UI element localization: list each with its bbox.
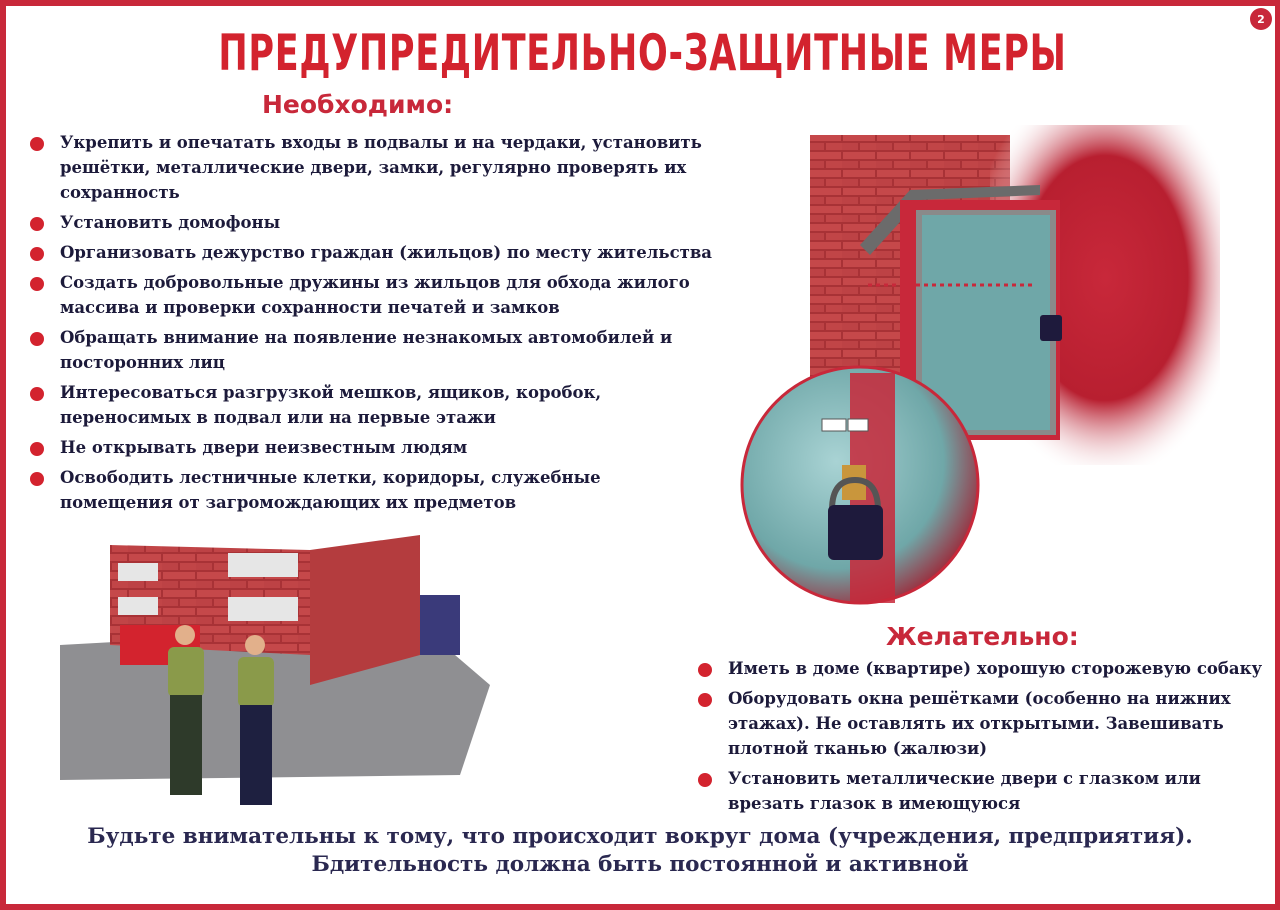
bullet-icon (30, 277, 44, 291)
bullet-icon (30, 387, 44, 401)
bullet-icon (698, 773, 712, 787)
door-illustration (740, 115, 1220, 610)
bullet-icon (30, 332, 44, 346)
list-item: Обращать внимание на появление незнакомых автомобилей и посторонних лиц (30, 325, 715, 375)
footer-line-1: Будьте внимательны к тому, что происходит вокруг дома (учреждения, предприятия). (87, 824, 1193, 849)
bullet-icon (698, 663, 712, 677)
list-item: Организовать дежурство граждан (жильцов) по месту жительства (30, 240, 715, 265)
list-item: Интересоваться разгрузкой мешков, ящиков, коробок, переносимых в подвал или на первые этажи (30, 380, 715, 430)
desirable-list (698, 656, 1263, 821)
list-item: Установить металлические двери с глазком или врезать глазок в имеющуюся (698, 766, 1263, 816)
page-title: ПРЕДУПРЕДИТЕЛЬНО-ЗАЩИТНЫЕ МЕРЫ (218, 24, 1067, 82)
required-list (30, 130, 715, 520)
building-guards-illustration (60, 535, 490, 820)
list-item: Не открывать двери неизвестным людям (30, 435, 715, 460)
list-item: Укрепить и опечатать входы в подвалы и на чердаки, установить решётки, металлические двери, замки, регулярно проверять их сохранность (30, 130, 715, 205)
page-number-badge: 2 (1250, 8, 1272, 30)
list-item: Создать добровольные дружины из жильцов для обхода жилого массива и проверки сохранности печатей и замков (30, 270, 715, 320)
bullet-icon (30, 217, 44, 231)
footer-line-2: Бдительность должна быть постоянной и активной (311, 852, 969, 877)
bullet-icon (30, 137, 44, 151)
bullet-icon (30, 472, 44, 486)
desirable-heading: Желательно: (886, 622, 1079, 651)
list-item: Освободить лестничные клетки, коридоры, служебные помещения от загромождающих их предметов (30, 465, 715, 515)
list-item: Оборудовать окна решётками (особенно на нижних этажах). Не оставлять их открытыми. Завешивать плотной тканью (жалюзи) (698, 686, 1263, 761)
list-item: Иметь в доме (квартире) хорошую сторожевую собаку (698, 656, 1263, 681)
bullet-icon (30, 442, 44, 456)
required-heading: Необходимо: (262, 90, 454, 119)
bullet-icon (30, 247, 44, 261)
bullet-icon (698, 693, 712, 707)
list-item: Установить домофоны (30, 210, 715, 235)
